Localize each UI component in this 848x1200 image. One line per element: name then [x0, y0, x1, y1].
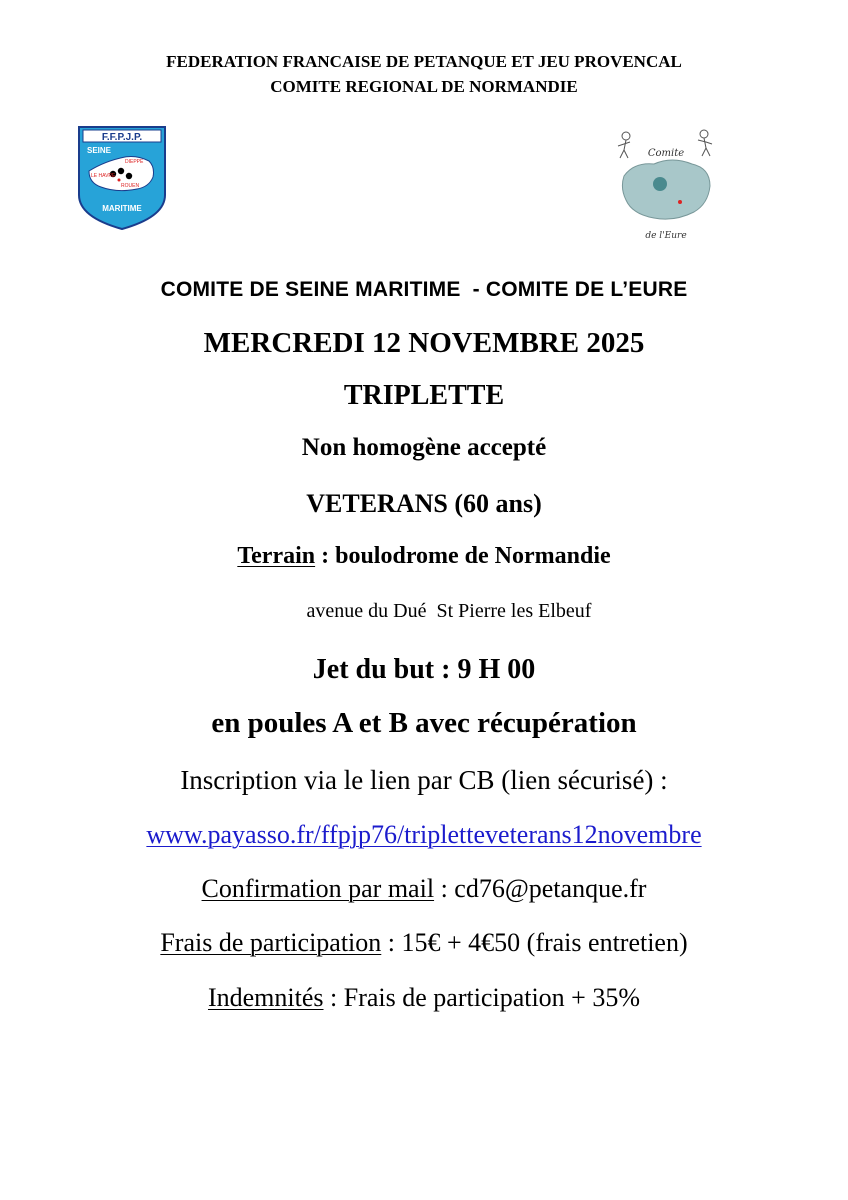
pools-line: en poules A et B avec récupération	[211, 707, 637, 739]
terrain-label: Terrain	[237, 543, 316, 569]
confirmation-value: : cd76@petanque.fr	[434, 874, 647, 903]
terrain-value: : boulodrome de Normandie	[315, 543, 611, 569]
indemnities-line	[0, 983, 848, 1013]
start-time: Jet du but : 9 H 00	[312, 654, 536, 685]
logo-city-rouen: ROUEN	[121, 183, 140, 189]
fees-value: : 15€ + 4€50 (frais entretien)	[381, 928, 688, 957]
seine-maritime-logo	[77, 125, 167, 231]
terrain-line	[0, 543, 848, 570]
registration-line: Inscription via le lien par CB (lien sécurisé) :	[180, 765, 668, 795]
homogeneity-note: Non homogène accepté	[301, 434, 547, 461]
logo-city-dieppe: DIEPPE	[125, 159, 144, 165]
logo-right-top-text: Comite	[647, 148, 685, 159]
regional-committee-title: COMITE REGIONAL DE NORMANDIE	[270, 77, 578, 96]
logo-acronym: F.F.P.J.P.	[101, 132, 143, 143]
indemnities-label: Indemnités	[207, 983, 324, 1012]
logo-bottom-word: MARITIME	[102, 204, 142, 213]
indemnities-value: : Frais de participation + 35%	[323, 983, 640, 1012]
logo-city-le-havre: LE HAVRE	[91, 173, 116, 179]
federation-title: FEDERATION FRANCAISE DE PETANQUE ET JEU PROVENCAL	[166, 52, 682, 71]
logo-top-word: SEINE	[87, 146, 112, 155]
committees-line: COMITE DE SEINE MARITIME - COMITE DE L’EURE	[160, 278, 688, 301]
logo-right-bottom-text: de l'Eure	[645, 231, 687, 241]
fees-line	[0, 928, 848, 958]
event-date: MERCREDI 12 NOVEMBRE 2025	[203, 327, 645, 359]
confirmation-label: Confirmation par mail	[201, 874, 435, 903]
venue-address: avenue du Dué St Pierre les Elbeuf	[306, 600, 592, 622]
registration-url-line	[0, 820, 848, 850]
event-format: TRIPLETTE	[343, 380, 505, 411]
comite-eure-logo	[614, 126, 718, 244]
category-line: VETERANS (60 ans)	[306, 489, 542, 518]
registration-link[interactable]: www.payasso.fr/ffpjp76/tripletteveterans12novembre	[146, 820, 702, 849]
fees-label: Frais de participation	[160, 928, 382, 957]
confirmation-line	[0, 874, 848, 904]
